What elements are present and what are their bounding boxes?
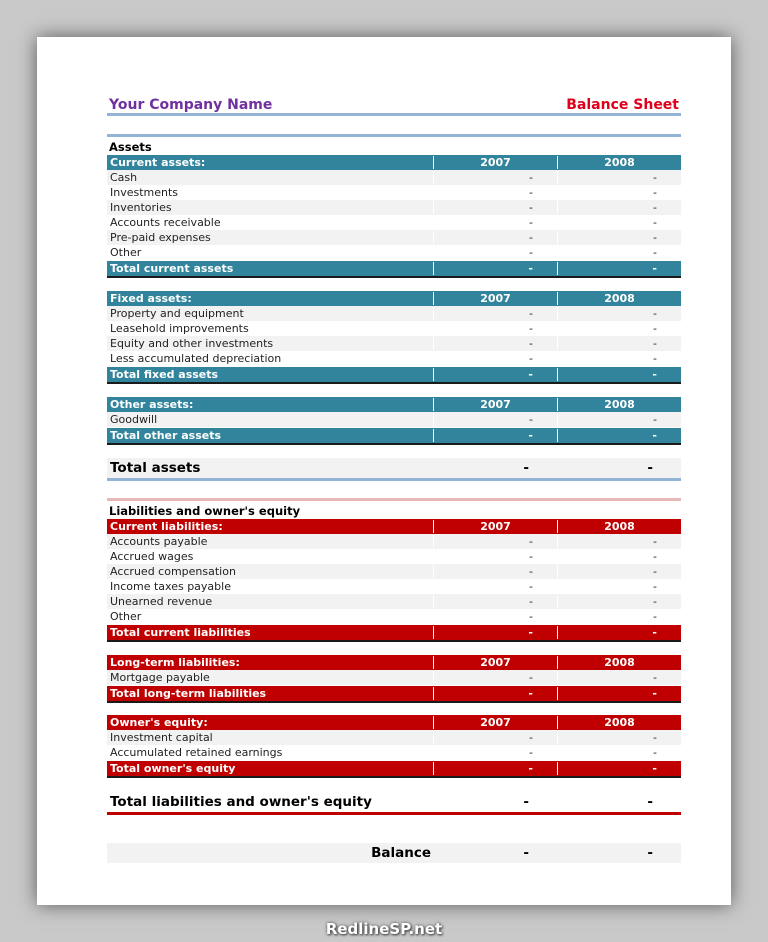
section-heading: Current liabilities: [110, 520, 223, 533]
total-2008: - [557, 762, 681, 775]
table-row [107, 745, 681, 760]
total-current-liabilities-row [107, 625, 681, 642]
row-label: Total fixed assets [110, 368, 219, 381]
table-row [107, 215, 681, 230]
other-assets-header [107, 397, 681, 412]
value-2008[interactable]: - [557, 595, 681, 608]
total-2008: - [647, 460, 653, 476]
row-label: Total assets [110, 460, 201, 476]
year-2007: 2007 [433, 656, 557, 669]
row-label: Property and equipment [110, 307, 244, 320]
year-2007: 2007 [433, 398, 557, 411]
table-row [107, 564, 681, 579]
table-row [107, 351, 681, 366]
table-row [107, 336, 681, 351]
value-2008[interactable]: - [557, 671, 681, 684]
row-label: Inventories [110, 201, 172, 214]
value-2007[interactable]: - [433, 610, 557, 623]
fixed-assets-header [107, 291, 681, 306]
total-2008: - [557, 368, 681, 381]
year-2007: 2007 [433, 520, 557, 533]
current-liabilities-header [107, 519, 681, 534]
row-label: Investment capital [110, 731, 213, 744]
row-label: Accounts receivable [110, 216, 221, 229]
total-2007: - [523, 794, 529, 810]
total-2008: - [647, 794, 653, 810]
total-2007: - [433, 429, 557, 442]
year-2008: 2008 [557, 716, 681, 729]
balance-label: Balance [371, 845, 431, 861]
year-2008: 2008 [557, 520, 681, 533]
value-2007[interactable]: - [433, 535, 557, 548]
value-2007[interactable]: - [433, 231, 557, 244]
value-2007[interactable]: - [433, 671, 557, 684]
row-label: Total other assets [110, 429, 222, 442]
table-row [107, 609, 681, 624]
total-current-assets-row [107, 261, 681, 278]
table-row [107, 170, 681, 185]
value-2007[interactable]: - [433, 550, 557, 563]
section-heading: Other assets: [110, 398, 194, 411]
total-2007: - [433, 762, 557, 775]
balance-2007: - [523, 845, 529, 861]
total-owners-equity-row [107, 761, 681, 778]
table-row [107, 670, 681, 685]
total-assets-row [107, 458, 681, 481]
row-label: Pre-paid expenses [110, 231, 211, 244]
total-2007: - [433, 626, 557, 639]
total-2007: - [433, 368, 557, 381]
total-2007: - [523, 460, 529, 476]
value-2007[interactable]: - [433, 216, 557, 229]
liabilities-rule [107, 498, 681, 501]
table-row [107, 200, 681, 215]
section-heading: Long-term liabilities: [110, 656, 240, 669]
row-label: Income taxes payable [110, 580, 231, 593]
balance-sheet-page [37, 37, 731, 905]
value-2007[interactable]: - [433, 595, 557, 608]
row-label: Total current liabilities [110, 626, 251, 639]
row-label: Mortgage payable [110, 671, 210, 684]
row-label: Total current assets [110, 262, 234, 275]
table-row [107, 185, 681, 200]
value-2007[interactable]: - [433, 731, 557, 744]
value-2008[interactable]: - [557, 550, 681, 563]
row-label: Total owner's equity [110, 762, 236, 775]
row-label: Total liabilities and owner's equity [110, 794, 372, 810]
value-2008[interactable]: - [557, 186, 681, 199]
value-2008[interactable]: - [557, 580, 681, 593]
value-2007[interactable]: - [433, 186, 557, 199]
year-2007: 2007 [433, 292, 557, 305]
value-2008[interactable]: - [557, 231, 681, 244]
value-2007[interactable]: - [433, 337, 557, 350]
row-label: Accrued compensation [110, 565, 236, 578]
value-2008[interactable]: - [557, 746, 681, 759]
total-2008: - [557, 687, 681, 700]
row-label: Investments [110, 186, 179, 199]
row-label: Accrued wages [110, 550, 194, 563]
total-2008: - [557, 262, 681, 275]
row-label: Equity and other investments [110, 337, 274, 350]
liabilities-title: Liabilities and owner's equity [109, 504, 301, 518]
row-label: Goodwill [110, 413, 158, 426]
current-assets-header [107, 155, 681, 170]
value-2007[interactable]: - [433, 246, 557, 259]
row-label: Accumulated retained earnings [110, 746, 283, 759]
section-heading: Fixed assets: [110, 292, 192, 305]
row-label: Other [110, 246, 142, 259]
year-2008: 2008 [557, 156, 681, 169]
assets-title: Assets [109, 140, 152, 154]
value-2007[interactable]: - [433, 746, 557, 759]
row-label: Less accumulated depreciation [110, 352, 282, 365]
value-2008[interactable]: - [557, 352, 681, 365]
total-2007: - [433, 687, 557, 700]
value-2008[interactable]: - [557, 610, 681, 623]
total-fixed-assets-row [107, 367, 681, 384]
balance-row [107, 843, 681, 863]
value-2007[interactable]: - [433, 352, 557, 365]
total-liabilities-equity-row [107, 792, 681, 815]
row-label: Accounts payable [110, 535, 208, 548]
year-2007: 2007 [433, 716, 557, 729]
year-2007: 2007 [433, 156, 557, 169]
row-label: Other [110, 610, 142, 623]
year-2008: 2008 [557, 656, 681, 669]
table-row [107, 306, 681, 321]
table-row [107, 321, 681, 336]
owners-equity-header [107, 715, 681, 730]
site-watermark: RedlineSP.net [325, 920, 443, 938]
table-row [107, 594, 681, 609]
section-heading: Owner's equity: [110, 716, 208, 729]
section-heading: Current assets: [110, 156, 206, 169]
row-label: Leasehold improvements [110, 322, 249, 335]
value-2007[interactable]: - [433, 413, 557, 426]
value-2008[interactable]: - [557, 322, 681, 335]
row-label: Unearned revenue [110, 595, 213, 608]
value-2007[interactable]: - [433, 307, 557, 320]
assets-rule [107, 134, 681, 137]
value-2008[interactable]: - [557, 565, 681, 578]
balance-2008: - [647, 845, 653, 861]
value-2007[interactable]: - [433, 171, 557, 184]
value-2007[interactable]: - [433, 322, 557, 335]
table-row [107, 534, 681, 549]
value-2008[interactable]: - [557, 337, 681, 350]
row-label: Total long-term liabilities [110, 687, 267, 700]
table-row [107, 579, 681, 594]
value-2007[interactable]: - [433, 580, 557, 593]
long-term-liabilities-header [107, 655, 681, 670]
total-2007: - [433, 262, 557, 275]
table-row [107, 549, 681, 564]
value-2007[interactable]: - [433, 201, 557, 214]
total-other-assets-row [107, 428, 681, 445]
total-long-term-liabilities-row [107, 686, 681, 703]
row-label: Cash [110, 171, 138, 184]
company-name[interactable]: Your Company Name [109, 97, 273, 113]
year-2008: 2008 [557, 292, 681, 305]
table-row [107, 230, 681, 245]
value-2008[interactable]: - [557, 535, 681, 548]
value-2007[interactable]: - [433, 565, 557, 578]
value-2008[interactable]: - [557, 246, 681, 259]
value-2008[interactable]: - [557, 307, 681, 320]
year-2008: 2008 [557, 398, 681, 411]
table-row [107, 245, 681, 260]
value-2008[interactable]: - [557, 731, 681, 744]
value-2008[interactable]: - [557, 413, 681, 426]
table-row [107, 730, 681, 745]
value-2008[interactable]: - [557, 171, 681, 184]
value-2008[interactable]: - [557, 216, 681, 229]
table-row [107, 412, 681, 427]
total-2008: - [557, 429, 681, 442]
header-rule [107, 113, 681, 116]
total-2008: - [557, 626, 681, 639]
value-2008[interactable]: - [557, 201, 681, 214]
document-title: Balance Sheet [566, 97, 679, 113]
